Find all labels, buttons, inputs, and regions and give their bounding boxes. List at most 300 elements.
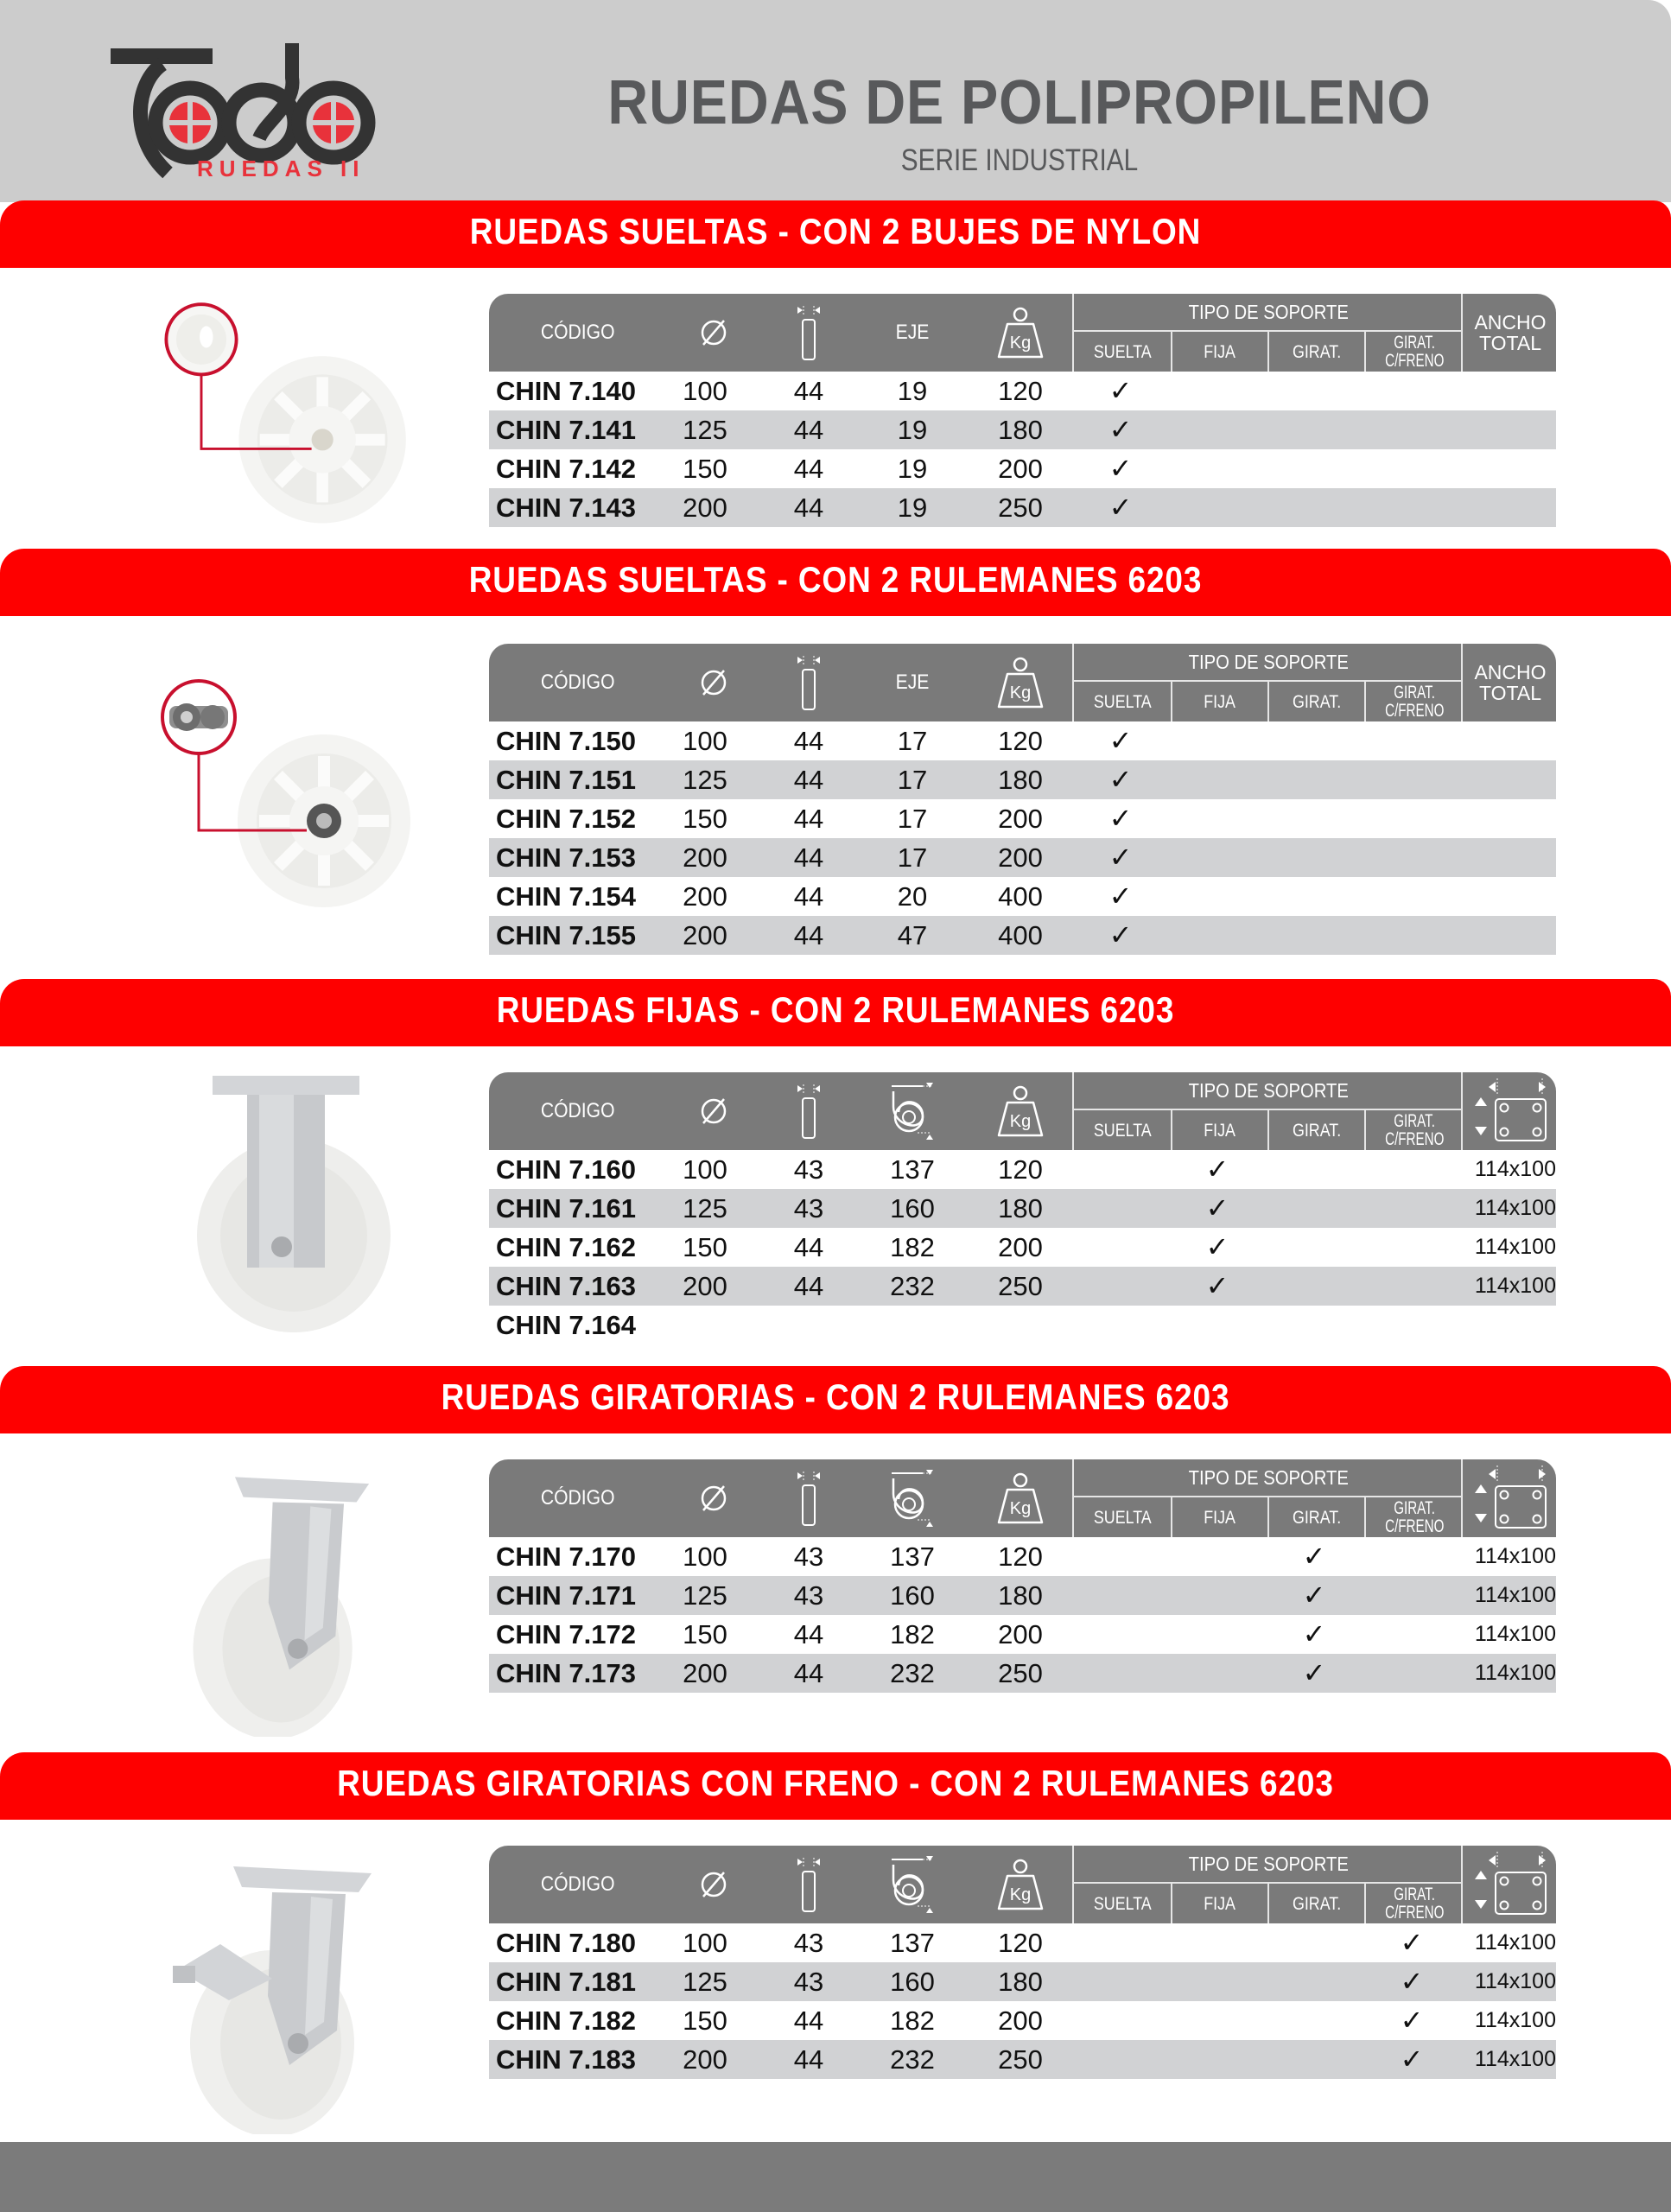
product-code: CHIN 7.141 (496, 415, 636, 445)
mounting-plate-icon (1471, 1077, 1549, 1146)
diameter-value: 125 (683, 1580, 727, 1611)
product-code: CHIN 7.171 (496, 1580, 636, 1611)
diameter-value: 125 (683, 1193, 727, 1224)
check-icon: ✓ (1400, 2044, 1424, 2075)
col-ancho-total (1461, 644, 1558, 721)
width-value: 44 (793, 920, 824, 950)
load-value: 180 (998, 1967, 1043, 1997)
product-image-swivel-caster-brake (160, 1849, 419, 2134)
wheel-width-icon (796, 1083, 822, 1140)
section-title: RUEDAS SUELTAS - CON 2 BUJES DE NYLON (469, 211, 1202, 251)
load-value: 180 (998, 1193, 1043, 1224)
table-header (489, 1846, 1556, 1923)
section-banner (0, 200, 1671, 268)
logo-graphic (111, 43, 396, 181)
svg-text:RUEDAS II: RUEDAS II (197, 156, 365, 181)
page-subtitle: SERIE INDUSTRIAL (900, 143, 1139, 177)
product-table (489, 1846, 1556, 2079)
svg-text:Kg: Kg (1009, 334, 1032, 353)
col-width (761, 294, 856, 372)
ancho-label-1: ANCHO (1474, 311, 1547, 334)
tipo-soporte-title: TIPO DE SOPORTE (1074, 1846, 1463, 1884)
ancho-value (1455, 760, 1556, 799)
col-suelta: SUELTA (1093, 341, 1152, 362)
col-load (969, 1846, 1072, 1923)
product-image (138, 648, 415, 933)
check-icon: ✓ (1108, 880, 1133, 912)
height-value: 182 (890, 1619, 935, 1649)
width-value (761, 1306, 856, 1344)
col-load (969, 1459, 1072, 1537)
col-width (761, 644, 856, 721)
weight-icon (995, 1084, 1045, 1139)
col-girat: GIRAT. (1267, 682, 1364, 721)
section-banner (0, 979, 1671, 1046)
table-row (489, 1537, 1556, 1576)
product-code: CHIN 7.152 (496, 804, 636, 834)
section-banner (0, 1752, 1671, 1820)
height-value: 137 (890, 1541, 935, 1572)
diameter-icon (698, 1483, 729, 1514)
check-icon: ✓ (1108, 453, 1133, 484)
table-header (489, 1072, 1556, 1150)
table-row (489, 721, 1556, 760)
height-value: 160 (890, 1967, 935, 1997)
product-table (489, 1459, 1556, 1693)
product-code: CHIN 7.182 (496, 2005, 636, 2036)
diameter-value: 125 (683, 765, 727, 795)
table-row (489, 2001, 1556, 2040)
ancho-label-1: ANCHO (1474, 661, 1547, 683)
diameter-value: 100 (683, 1541, 727, 1572)
load-value: 250 (998, 493, 1043, 523)
ancho-value: 114x100 (1474, 1196, 1556, 1220)
wheel-width-icon (796, 304, 822, 361)
load-value: 120 (998, 376, 1043, 406)
col-girat-freno: GIRAT. C/FRENO (1364, 1497, 1463, 1537)
section-banner (0, 1366, 1671, 1433)
axle-value: 20 (897, 881, 928, 912)
width-value: 44 (793, 1619, 824, 1649)
width-value: 44 (793, 493, 824, 523)
product-code: CHIN 7.173 (496, 1658, 636, 1688)
product-code: CHIN 7.164 (496, 1310, 636, 1340)
col-code-label: CÓDIGO (540, 1099, 615, 1122)
table-row (489, 372, 1556, 410)
product-code: CHIN 7.150 (496, 726, 636, 756)
load-value: 200 (998, 842, 1043, 873)
diameter-value: 200 (683, 1271, 727, 1301)
table-row (489, 1267, 1556, 1306)
height-value: 160 (890, 1193, 935, 1224)
ancho-value (1455, 838, 1556, 877)
table-row (489, 1923, 1556, 1962)
col-axle-label: EJE (895, 321, 930, 344)
section-title: RUEDAS GIRATORIAS CON FRENO - CON 2 RULEMANES 6203 (337, 1763, 1334, 1803)
col-width (761, 1459, 856, 1537)
table-row (489, 1576, 1556, 1615)
axle-value: 17 (897, 765, 928, 795)
tipo-soporte-title: TIPO DE SOPORTE (1074, 1459, 1463, 1497)
diameter-value: 200 (683, 881, 727, 912)
width-value: 44 (793, 804, 824, 834)
width-value: 43 (793, 1967, 824, 1997)
load-value: 200 (998, 1619, 1043, 1649)
width-value: 43 (793, 1580, 824, 1611)
height-value: 182 (890, 1232, 935, 1262)
weight-icon (995, 655, 1045, 710)
mounting-plate-icon (1471, 1464, 1549, 1533)
product-image (173, 1058, 415, 1335)
col-girat-freno: GIRAT. C/FRENO (1364, 682, 1463, 721)
diameter-value: 150 (683, 1619, 727, 1649)
product-image-loose-wheel-bearing (138, 648, 415, 933)
col-code (489, 294, 666, 372)
table-row (489, 449, 1556, 488)
col-suelta: SUELTA (1093, 1120, 1152, 1141)
height-value: 137 (890, 1928, 935, 1958)
col-plate (1461, 1072, 1558, 1150)
load-value: 120 (998, 1154, 1043, 1185)
table-row (489, 1150, 1556, 1189)
caster-height-icon (888, 1081, 937, 1141)
axle-value: 47 (897, 920, 928, 950)
col-load (969, 294, 1072, 372)
height-value: 160 (890, 1580, 935, 1611)
col-girat-freno: GIRAT. C/FRENO (1364, 1884, 1463, 1923)
table-row (489, 2040, 1556, 2079)
ancho-value: 114x100 (1474, 1969, 1556, 1993)
col-fija: FIJA (1171, 1497, 1267, 1537)
width-value: 44 (793, 454, 824, 484)
table-row (489, 799, 1556, 838)
width-value: 43 (793, 1154, 824, 1185)
col-code-label: CÓDIGO (540, 671, 615, 694)
table-row (489, 916, 1556, 955)
width-value: 44 (793, 765, 824, 795)
table-header (489, 1459, 1556, 1537)
ancho-value: 114x100 (1474, 1274, 1556, 1298)
diameter-value: 200 (683, 2044, 727, 2075)
axle-value: 17 (897, 842, 928, 873)
product-image-loose-wheel-nylon-bushing (138, 285, 415, 536)
weight-icon (995, 1471, 1045, 1526)
diameter-value (666, 1306, 744, 1344)
diameter-value: 150 (683, 804, 727, 834)
col-axle (856, 294, 969, 372)
check-icon: ✓ (1205, 1231, 1229, 1262)
col-axle-label: EJE (895, 671, 930, 694)
ancho-value: 114x100 (1474, 1157, 1556, 1181)
table-row (489, 1615, 1556, 1654)
width-value: 43 (793, 1928, 824, 1958)
check-icon: ✓ (1108, 842, 1133, 873)
width-value: 44 (793, 1658, 824, 1688)
width-value: 44 (793, 2044, 824, 2075)
load-value: 180 (998, 1580, 1043, 1611)
table-row (489, 410, 1556, 449)
ancho-value (1455, 916, 1556, 955)
tipo-soporte-title: TIPO DE SOPORTE (1074, 1072, 1463, 1110)
product-code: CHIN 7.155 (496, 920, 636, 950)
ancho-value (1455, 1306, 1556, 1344)
diameter-value: 100 (683, 1154, 727, 1185)
col-girat: GIRAT. (1267, 1497, 1364, 1537)
col-code-label: CÓDIGO (540, 321, 615, 344)
col-diameter (666, 1459, 761, 1537)
height-value: 232 (890, 1658, 935, 1688)
col-girat: GIRAT. (1267, 332, 1364, 372)
diameter-value: 100 (683, 726, 727, 756)
axle-value: 19 (897, 454, 928, 484)
product-code: CHIN 7.140 (496, 376, 636, 406)
table-row (489, 877, 1556, 916)
ancho-value (1455, 799, 1556, 838)
axle-value: 17 (897, 804, 928, 834)
col-girat: GIRAT. (1267, 1884, 1364, 1923)
wheel-width-icon (796, 654, 822, 711)
axle-value: 17 (897, 726, 928, 756)
height-value: 182 (890, 2005, 935, 2036)
col-suelta: SUELTA (1093, 691, 1152, 712)
width-value: 44 (793, 1271, 824, 1301)
diameter-value: 125 (683, 1967, 727, 1997)
check-icon: ✓ (1205, 1270, 1229, 1301)
col-fija: FIJA (1171, 332, 1267, 372)
col-diameter (666, 294, 761, 372)
load-value: 120 (998, 726, 1043, 756)
product-code: CHIN 7.154 (496, 881, 636, 912)
check-icon: ✓ (1302, 1618, 1326, 1649)
svg-text:Kg: Kg (1009, 1499, 1032, 1518)
load-value: 250 (998, 1271, 1043, 1301)
product-code: CHIN 7.151 (496, 765, 636, 795)
product-code: CHIN 7.170 (496, 1541, 636, 1572)
product-code: CHIN 7.181 (496, 1967, 636, 1997)
check-icon: ✓ (1302, 1541, 1326, 1572)
height-value: 232 (890, 2044, 935, 2075)
tipo-soporte-title: TIPO DE SOPORTE (1074, 294, 1463, 332)
col-diameter (666, 1072, 761, 1150)
caster-height-icon (888, 1468, 937, 1529)
product-image (138, 285, 415, 536)
col-load (969, 644, 1072, 721)
section-title: RUEDAS SUELTAS - CON 2 RULEMANES 6203 (468, 559, 1203, 600)
product-image-fixed-caster (173, 1058, 415, 1335)
check-icon: ✓ (1108, 414, 1133, 445)
product-code: CHIN 7.143 (496, 493, 636, 523)
col-group-tipo-soporte (1072, 1072, 1463, 1150)
load-value: 180 (998, 765, 1043, 795)
ancho-value: 114x100 (1474, 1930, 1556, 1955)
check-icon: ✓ (1400, 1966, 1424, 1997)
axle-value: 19 (897, 493, 928, 523)
table-row (489, 1189, 1556, 1228)
product-table (489, 294, 1556, 527)
mounting-plate-icon (1471, 1850, 1549, 1919)
col-width (761, 1072, 856, 1150)
col-suelta: SUELTA (1093, 1893, 1152, 1914)
section-banner (0, 549, 1671, 616)
load-value: 200 (998, 454, 1043, 484)
section-title: RUEDAS FIJAS - CON 2 RULEMANES 6203 (496, 989, 1175, 1030)
diameter-value: 200 (683, 1658, 727, 1688)
ancho-value: 114x100 (1474, 2008, 1556, 2032)
table-row (489, 838, 1556, 877)
diameter-value: 200 (683, 842, 727, 873)
diameter-value: 150 (683, 454, 727, 484)
ancho-value (1455, 449, 1556, 488)
diameter-icon (698, 317, 729, 348)
col-code (489, 1459, 666, 1537)
diameter-icon (698, 667, 729, 698)
table-row (489, 1962, 1556, 2001)
product-code: CHIN 7.172 (496, 1619, 636, 1649)
width-value: 43 (793, 1541, 824, 1572)
ancho-value (1455, 877, 1556, 916)
table-row (489, 1228, 1556, 1267)
check-icon: ✓ (1108, 803, 1133, 834)
product-code: CHIN 7.161 (496, 1193, 636, 1224)
diameter-icon (698, 1869, 729, 1900)
col-code (489, 1072, 666, 1150)
section-title: RUEDAS GIRATORIAS - CON 2 RULEMANES 6203 (441, 1376, 1230, 1417)
load-value: 400 (998, 881, 1043, 912)
weight-icon (995, 1857, 1045, 1912)
load-value: 250 (998, 2044, 1043, 2075)
col-fija: FIJA (1171, 1110, 1267, 1150)
product-code: CHIN 7.162 (496, 1232, 636, 1262)
col-height (856, 1072, 969, 1150)
wheel-width-icon (796, 1470, 822, 1527)
check-icon: ✓ (1302, 1657, 1326, 1688)
ancho-value: 114x100 (1474, 1583, 1556, 1607)
check-icon: ✓ (1108, 375, 1133, 406)
table-row (489, 1654, 1556, 1693)
load-value: 120 (998, 1928, 1043, 1958)
col-group-tipo-soporte (1072, 294, 1463, 372)
svg-text:Kg: Kg (1009, 1885, 1032, 1904)
table-row (489, 488, 1556, 527)
load-value: 120 (998, 1541, 1043, 1572)
table-row (489, 1306, 1556, 1344)
check-icon: ✓ (1205, 1192, 1229, 1224)
product-code: CHIN 7.142 (496, 454, 636, 484)
width-value: 44 (793, 1232, 824, 1262)
width-value: 44 (793, 726, 824, 756)
wheel-width-icon (796, 1856, 822, 1913)
col-girat-freno: GIRAT. C/FRENO (1364, 1110, 1463, 1150)
col-height (856, 1459, 969, 1537)
product-code: CHIN 7.183 (496, 2044, 636, 2075)
caster-height-icon (888, 1854, 937, 1915)
col-load (969, 1072, 1072, 1150)
ancho-value: 114x100 (1474, 1235, 1556, 1259)
col-group-tipo-soporte (1072, 644, 1463, 721)
svg-text:Kg: Kg (1009, 1112, 1032, 1131)
width-value: 44 (793, 842, 824, 873)
height-value (856, 1306, 969, 1344)
check-icon: ✓ (1205, 1154, 1229, 1185)
table-header (489, 644, 1556, 721)
diameter-value: 150 (683, 2005, 727, 2036)
company-logo (111, 43, 396, 181)
page-title: RUEDAS DE POLIPROPILENO (607, 68, 1432, 137)
product-code: CHIN 7.160 (496, 1154, 636, 1185)
diameter-value: 125 (683, 415, 727, 445)
load-value: 200 (998, 1232, 1043, 1262)
ancho-label-2: TOTAL (1479, 332, 1541, 354)
ancho-value: 114x100 (1474, 1544, 1556, 1568)
ancho-value: 114x100 (1474, 2047, 1556, 2071)
product-image (160, 1460, 419, 1737)
col-girat-freno: GIRAT. C/FRENO (1364, 332, 1463, 372)
check-icon: ✓ (1108, 764, 1133, 795)
ancho-value: 114x100 (1474, 1622, 1556, 1646)
table-header (489, 294, 1556, 372)
col-axle (856, 644, 969, 721)
ancho-value: 114x100 (1474, 1661, 1556, 1685)
product-table (489, 644, 1556, 955)
svg-text:Kg: Kg (1009, 683, 1032, 702)
col-code (489, 644, 666, 721)
diameter-value: 150 (683, 1232, 727, 1262)
col-diameter (666, 1846, 761, 1923)
diameter-value: 200 (683, 493, 727, 523)
col-plate (1461, 1846, 1558, 1923)
weight-icon (995, 305, 1045, 360)
check-icon: ✓ (1400, 1927, 1424, 1958)
diameter-value: 200 (683, 920, 727, 950)
width-value: 43 (793, 1193, 824, 1224)
product-image-swivel-caster (160, 1460, 419, 1737)
product-code: CHIN 7.163 (496, 1271, 636, 1301)
load-value: 180 (998, 415, 1043, 445)
check-icon: ✓ (1400, 2005, 1424, 2036)
load-value: 250 (998, 1658, 1043, 1688)
ancho-value (1455, 488, 1556, 527)
diameter-icon (698, 1096, 729, 1127)
diameter-value: 100 (683, 376, 727, 406)
width-value: 44 (793, 881, 824, 912)
ancho-label-2: TOTAL (1479, 682, 1541, 704)
width-value: 44 (793, 2005, 824, 2036)
height-value: 137 (890, 1154, 935, 1185)
col-suelta: SUELTA (1093, 1507, 1152, 1528)
axle-value: 19 (897, 415, 928, 445)
load-value: 200 (998, 2005, 1043, 2036)
col-code (489, 1846, 666, 1923)
load-value: 200 (998, 804, 1043, 834)
col-width (761, 1846, 856, 1923)
col-girat: GIRAT. (1267, 1110, 1364, 1150)
tipo-soporte-title: TIPO DE SOPORTE (1074, 644, 1463, 682)
page-footer (0, 2142, 1671, 2212)
col-ancho-total (1461, 294, 1558, 372)
ancho-value (1455, 372, 1556, 410)
col-plate (1461, 1459, 1558, 1537)
check-icon: ✓ (1108, 492, 1133, 523)
ancho-value (1455, 721, 1556, 760)
col-diameter (666, 644, 761, 721)
product-table (489, 1072, 1556, 1344)
product-code: CHIN 7.180 (496, 1928, 636, 1958)
col-group-tipo-soporte (1072, 1846, 1463, 1923)
diameter-value: 100 (683, 1928, 727, 1958)
col-group-tipo-soporte (1072, 1459, 1463, 1537)
product-code: CHIN 7.153 (496, 842, 636, 873)
col-fija: FIJA (1171, 1884, 1267, 1923)
